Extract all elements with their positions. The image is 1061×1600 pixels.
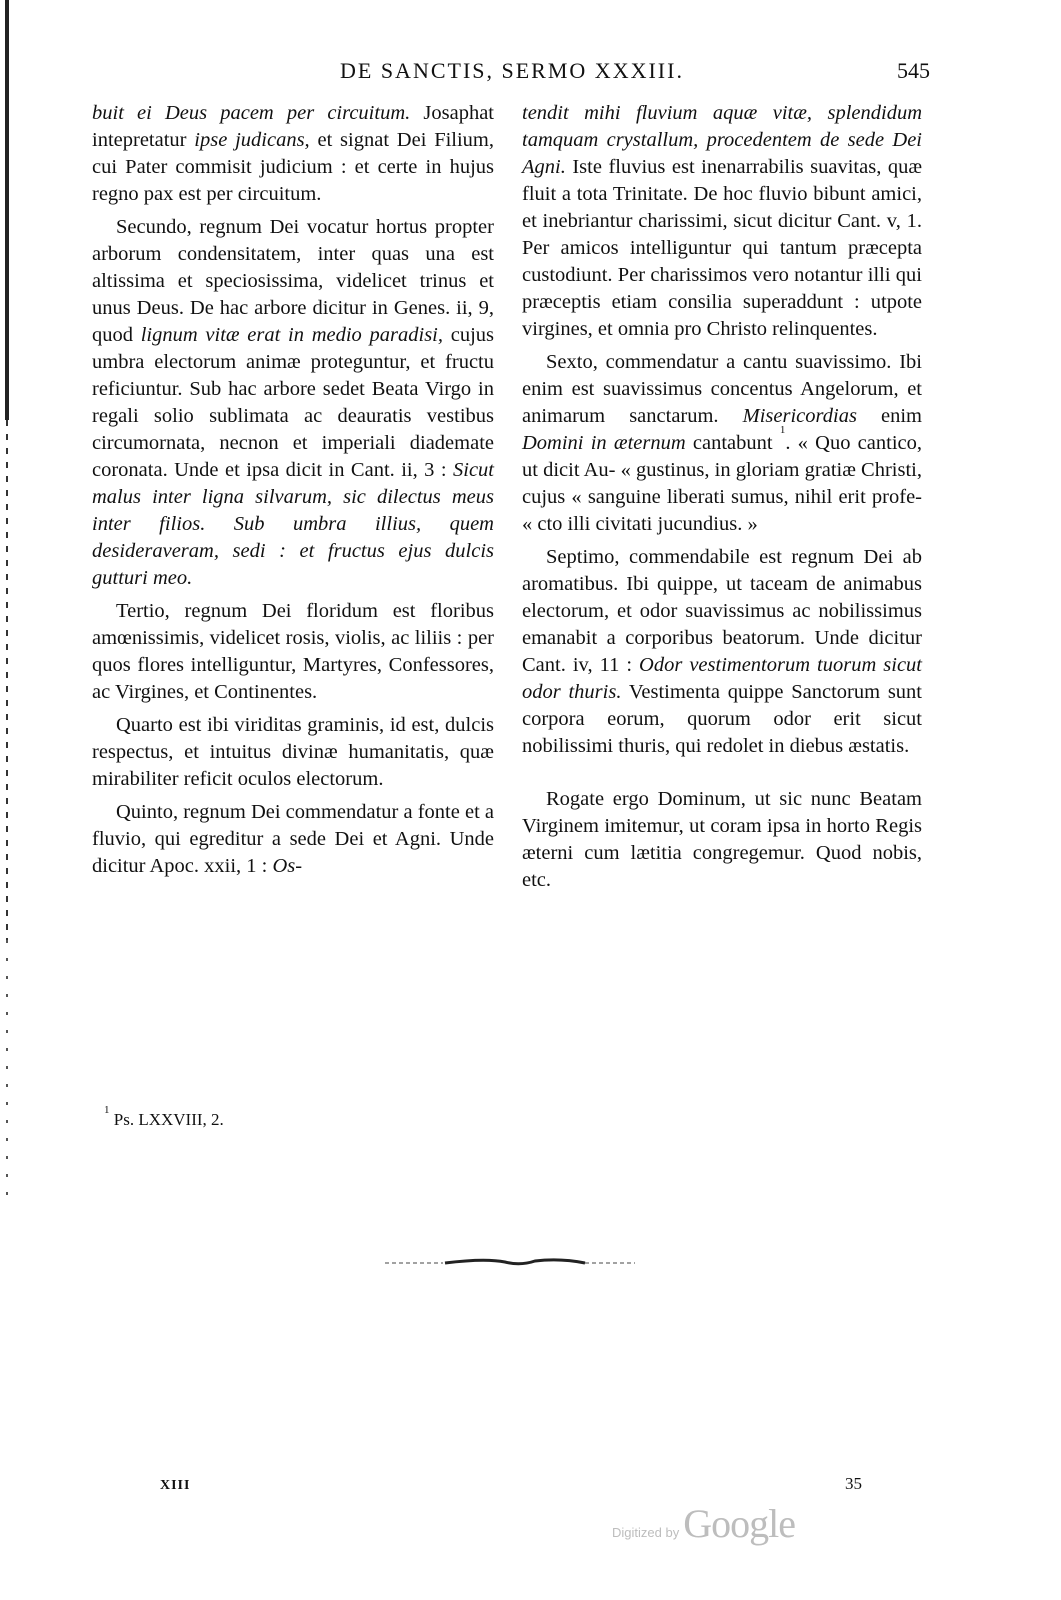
text-run: cujus umbra electorum animæ proteguntur, et fructu reficiuntur. Sub hac arbore sedet Beata Virgo in regali solio sublimata ac deauratis vestibus circumornata, necnon et imperiali diademate coronata. Unde et ipsa dicit in Cant. ii, 3 : [92,324,494,481]
italic-text: Domini in æternum [522,432,686,454]
binding-edge-marks [0,0,28,1220]
tailpiece-ornament [385,1258,635,1268]
italic-text: lignum vitæ erat in medio paradisi, [140,324,443,346]
text-column-left [92,100,494,886]
text-run: enim [856,405,922,427]
text-run: et signat Dei Filium, cui Pater commisit judicium : et certe in hujus regno pax est per circuitum. [92,129,495,205]
text-run: Iste fluvius est inenarrabilis suavitas, quæ fluit a tota Trinitate. De hoc fluvio bibunt amici, et inebriantur charissimi, sicut dicitur Cant. v, 1. Per amicos intelliguntur qui tantum præcepta custodiunt. Per charissimos vero notantur illi qui præceptis etiam consilia superaddunt : utpote virgines, et omnia pro Christo relinquentes. [522,156,922,340]
italic-text: buit ei Deus pacem per circuitum. [92,102,411,124]
text-run: . « Quo cantico, ut dicit Au- « gustinus, in gloriam gratiæ Christi, cujus « sanguine liberati sumus, nihil erit profe- « cto illi civitati jucundius. » [522,432,922,535]
binding-rule-dashed [6,420,8,940]
paragraph [92,100,494,208]
paragraph [92,799,494,880]
paragraph [92,598,494,706]
italic-text: Odor vestimentorum tuorum sicut odor thuris. [522,654,922,703]
page-header [90,58,930,92]
paragraph [522,100,922,343]
italic-text: Sicut malus inter ligna silvarum, sic dilectus meus inter filios. Sub umbra illius, quem desideraveram, sedi : et fructus ejus dulcis gutturi meo. [92,459,494,589]
text-run: Josaphat intepretatur [92,102,494,151]
paragraph [522,786,922,894]
binding-rule-dotted [6,940,8,1210]
watermark-prefix: Digitized by [612,1525,680,1540]
text-run: Rogate ergo Dominum, ut sic nunc Beatam Virginem imitemur, ut coram ipsa in horto Regis æterni cum lætitia congregemur. Quod nobis, etc. [522,788,922,891]
text-run: cantabunt [685,432,780,454]
signature-mark: XIII [160,1478,191,1493]
text-run: Septimo, commendabile est regnum Dei ab aromatibus. Ibi quippe, ut taceam de animabus electorum, et odor suavissimus ac nobilissimus emanabit a corporibus beatorum. Unde dicitur Cant. iv, 11 : [522,546,922,676]
paragraph [522,349,922,538]
footnote-reference: 1 [779,424,786,436]
footnote-marker: 1 [104,1104,110,1116]
signature-number: 35 [845,1474,862,1493]
italic-text: tendit mihi fluvium aquæ vitæ, splendidum tamquam crystallum, procedentem de sede Dei Agni. [522,102,922,178]
footnote-text: Ps. LXXVIII, 2. [113,1110,224,1129]
text-run: Sexto, commendatur a cantu suavissimo. Ibi enim est suavissimus concentus Angelorum, et animarum sanctarum. [522,351,922,427]
text-column-right [522,100,922,900]
italic-text: ipse judicans, [194,129,310,151]
paragraph [92,214,494,592]
paragraph [92,712,494,793]
text-run: Tertio, regnum Dei floridum est floribus amœnissimis, videlicet rosis, violis, ac liliis : per quos flores intelliguntur, Martyres, Confessores, ac Virgines, et Continentes. [92,600,494,703]
italic-text: Os- [272,855,303,877]
italic-text: Misericordias [742,405,857,427]
watermark-brand-logo: Google [683,1501,795,1546]
footnote [104,1104,224,1130]
digitized-watermark [612,1500,795,1547]
page-number: 545 [897,58,930,83]
text-run: Vestimenta quippe Sanctorum sunt corpora eorum, quorum odor erit sicut nobilissimi thuris, qui redolet in diebus æstatis. [522,681,922,757]
running-title: DE SANCTIS, SERMO XXXIII. [340,58,684,83]
binding-rule [5,0,9,420]
text-run: Quarto est ibi viriditas graminis, id est, dulcis respectus, et intuitus divinæ humanitatis, quæ mirabiliter reficit oculos electorum. [92,714,494,790]
text-run: Quinto, regnum Dei commendatur a fonte et a fluvio, qui egreditur a sede Dei et Agni. Unde dicitur Apoc. xxii, 1 : [92,801,494,877]
text-run: Secundo, regnum Dei vocatur hortus propter arborum condensitatem, inter quas una est altissima et speciosissima, videlicet trinus et unus Deus. De hac arbore dicitur in Genes. ii, 9, quod [92,216,494,346]
paragraph [522,544,922,760]
